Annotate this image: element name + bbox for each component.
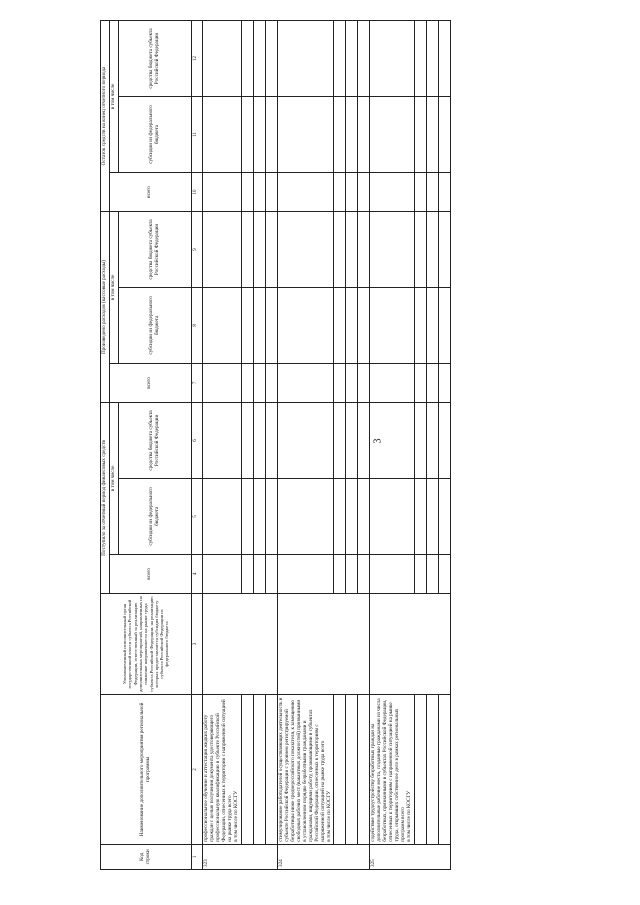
column-number: 10 — [191, 172, 202, 211]
header-name: Наименование дополнительного мероприятия региональной программы — [101, 695, 192, 845]
row-code: 324 — [277, 844, 370, 869]
row-text: содействие трудоустройству безработных граждан на дополнительные рабочие места, созданные гражданами из числа безработных, признанными в субъектах Российской Федерации, отнесенных к территориям с напряженной ситуацией на рынке труда, открывших собственное дело в рамках региональных программ всего — [370, 698, 407, 842]
header-sub-regional-1: средства бюджета субъекта Российской Федерации — [118, 402, 191, 478]
column-number: 5 — [191, 478, 202, 554]
header-sub-federal-3: субсидии из федерального бюджета — [118, 96, 191, 172]
column-number: 4 — [191, 554, 202, 593]
column-number: 11 — [191, 96, 202, 172]
row-sub: в том числе по КОСГУ — [325, 790, 332, 842]
header-received: Поступило за отчетный период финансовых средств — [101, 402, 110, 593]
header-vsego-1: всего — [109, 554, 191, 593]
header-authority: Уполномоченный исполнительный орган государственной власти субъекта Российской Федерации, ответственный за реализацию дополнительных мероприятий, направленных на снижение напряженности на рынке труда субъекта Российской Федерации, на реализацию которых предоставляется субсидия бюджету субъекта Российской Федерации из федерального бюджета — [101, 593, 192, 694]
page-number: 3 — [372, 438, 384, 444]
column-number: 7 — [191, 363, 202, 402]
report-sheet — [100, 20, 570, 870]
row-sub: в том числе по КОСГУ — [232, 790, 239, 842]
header-v-tom-chisle-2: в том числе — [109, 212, 118, 364]
header-kod: Код строки — [101, 844, 192, 869]
header-v-tom-chisle-3: в том числе — [109, 21, 118, 173]
column-number: 9 — [191, 212, 202, 288]
header-vsego-2: всего — [109, 363, 191, 402]
row-text: профессиональное обучение и аттестация жидких работу граждан с целью получения документа удостоверяющего профессиональную квалификацию в субъекте Российской Федерации, отнесенных к территории с напряженной ситуацией на рынке труда всего — [202, 699, 233, 842]
column-number: 6 — [191, 402, 202, 478]
header-sub-regional-3: средства бюджета субъекта Российской Федерации — [118, 21, 191, 97]
column-numbers-row — [191, 21, 202, 870]
header-sub-federal-2: субсидии из федерального бюджета — [118, 287, 191, 363]
column-number: 2 — [191, 695, 202, 845]
header-vsego-3: всего — [109, 172, 191, 211]
column-number: 1 — [191, 844, 202, 869]
row-sub: в том числе по КОСГУ — [406, 790, 413, 842]
row-code: 325 — [370, 844, 451, 869]
table-row — [370, 21, 415, 870]
header-spent: Произведено расходов (кассовые расходы) — [101, 212, 110, 403]
column-number: 8 — [191, 287, 202, 363]
header-sub-regional-2: средства бюджета субъекта Российской Федерации — [118, 212, 191, 288]
table-row — [277, 21, 334, 870]
report-table — [100, 20, 451, 870]
header-v-tom-chisle-1: в том числе — [109, 402, 118, 554]
row-text: стимулирование работодателей осуществляющих деятельность в субъекте Российской Федерации с уровнем регистрируемой безработицы ниже среднероссийского показателя, к замещению свободных рабочих мест (вакантных должностей) призванными в установленном порядке безработными гражданами и гражданами, ищущими работу, проживающими в субъектах Российской Федерации, отнесенных к территориям с напряженной ситуацией на рынке труда всего — [277, 697, 326, 842]
column-number: 12 — [191, 21, 202, 97]
column-number: 3 — [191, 593, 202, 694]
header-remaining: Остаток средств на конец отчетного периода — [101, 21, 110, 212]
table-row — [202, 21, 241, 870]
header-sub-federal-1: субсидии из федерального бюджета — [118, 478, 191, 554]
row-code: 323 — [202, 844, 277, 869]
